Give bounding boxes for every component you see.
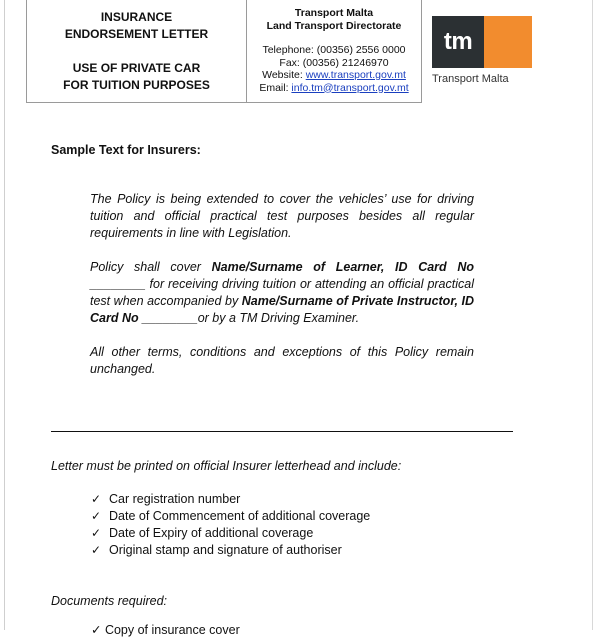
- header-table: [26, 0, 422, 103]
- contact-block: [247, 44, 421, 94]
- email-link[interactable]: info.tm@transport.gov.mt: [291, 81, 409, 94]
- org-name: Transport Malta: [294, 7, 374, 19]
- sample-text-heading: Sample Text for Insurers:: [51, 143, 201, 157]
- website-line: [247, 69, 421, 82]
- checkmark-icon: ✓: [91, 543, 102, 557]
- org-department: Land Transport Directorate: [266, 19, 402, 32]
- document-subtitle: [27, 60, 246, 94]
- document-title: [27, 9, 246, 43]
- checklist-item: ✓ Date of Commencement of additional coverage: [91, 509, 371, 523]
- subtitle-line-2: FOR TUITION PURPOSES: [63, 78, 210, 92]
- subtitle-line-1: USE OF PRIVATE CAR: [72, 61, 201, 75]
- organization-block: [247, 7, 421, 32]
- checklist-item: ✓ Original stamp and signature of authoriser: [91, 543, 342, 557]
- fax: Fax: (00356) 21246970: [279, 56, 389, 69]
- checklist-item: ✓ Date of Expiry of additional coverage: [91, 526, 314, 540]
- logo-mark: tm: [432, 16, 484, 68]
- logo-accent-block: [484, 16, 532, 68]
- title-line-2: ENDORSEMENT LETTER: [64, 27, 209, 41]
- website-link[interactable]: www.transport.gov.mt: [305, 69, 406, 81]
- checkmark-icon: ✓: [91, 509, 102, 523]
- title-line-1: INSURANCE: [100, 10, 173, 24]
- checkmark-icon: ✓: [91, 526, 102, 540]
- website-label: Website:: [262, 69, 306, 81]
- learner-field: Name/Surname of Learner, ID Card No ________: [90, 260, 474, 291]
- letterhead-requirement: Letter must be printed on official Insurer letterhead and include:: [51, 459, 402, 473]
- policy-paragraph-1: The Policy is being extended to cover the vehicles’ use for driving tuition and official practical test purposes besides all regular requirements in line with Legislation.: [90, 192, 474, 240]
- checkmark-icon: ✓: [91, 492, 102, 506]
- requirements-checklist: [91, 491, 370, 559]
- policy-paragraph-3: All other terms, conditions and exceptions of this Policy remain unchanged.: [90, 345, 474, 376]
- logo-name: Transport Malta: [432, 73, 509, 85]
- page-edge-right: [592, 0, 593, 630]
- policy-paragraph-2: [90, 259, 474, 327]
- instructor-field: Name/Surname of Private Instructor, ID Card No ________: [90, 294, 474, 325]
- page-edge-left: [4, 0, 5, 630]
- documents-required-heading: Documents required:: [51, 594, 168, 608]
- cutoff-list-item: ✓ Copy of insurance cover: [91, 623, 240, 637]
- checklist-item: ✓ Car registration number: [91, 492, 241, 506]
- section-divider: [51, 431, 513, 432]
- para2-end: or by a TM Driving Examiner.: [197, 311, 360, 325]
- transport-malta-logo: [432, 16, 532, 88]
- email-line: [247, 82, 421, 95]
- email-label: Email:: [259, 81, 292, 94]
- telephone: Telephone: (00356) 2556 0000: [262, 44, 406, 56]
- para2-intro: Policy shall cover: [90, 260, 212, 274]
- para2-middle: for receiving driving tuition or attending an official practical test when accompanied by: [90, 277, 474, 308]
